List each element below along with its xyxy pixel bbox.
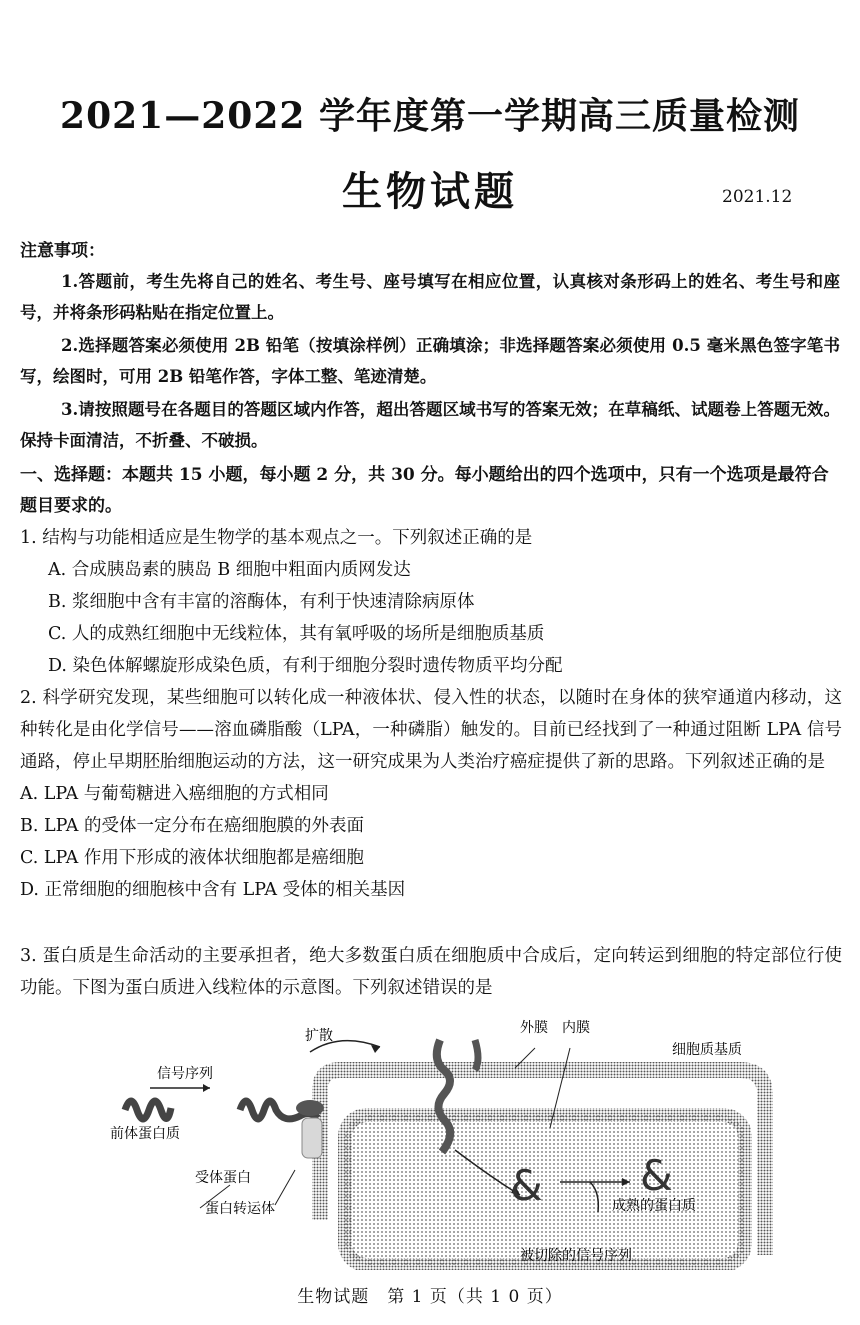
label-outer-membrane: 外膜 [520, 1020, 548, 1036]
label-mature-protein: 成熟的蛋白质 [612, 1198, 696, 1214]
question-stem: 1. 结构与功能相适应是生物学的基本观点之一。下列叙述正确的是 [20, 528, 533, 548]
notice-heading: 注意事项： [20, 241, 105, 261]
option-d: D. 染色体解螺旋形成染色质，有利于细胞分裂时遗传物质平均分配 [48, 656, 563, 676]
exam-title: 2021—2022 学年度第一学期高三质量检测 [60, 95, 800, 137]
option-a: A. LPA 与葡萄糖进入癌细胞的方式相同 [20, 784, 329, 804]
notice-item-1: 1.答题前，考生先将自己的姓名、考生号、座号填写在相应位置，认真核对条形码上的姓名、考生号和座号，并将条形码粘贴在指定位置上。 [20, 272, 840, 322]
label-cleaved-signal: 被切除的信号序列 [520, 1248, 632, 1264]
label-signal-sequence: 信号序列 [157, 1066, 213, 1082]
label-inner-membrane: 内膜 [562, 1020, 590, 1036]
signal-arrow-head [203, 1084, 210, 1092]
option-d: D. 正常细胞的细胞核中含有 LPA 受体的相关基因 [20, 880, 406, 900]
subject-title: 生物试题 [342, 168, 518, 215]
mature-protein-glyph: & [640, 1151, 673, 1200]
label-transporter-protein: 蛋白转运体 [205, 1201, 275, 1217]
option-c: C. LPA 作用下形成的液体状细胞都是癌细胞 [20, 848, 364, 868]
exam-date: 2021.12 [722, 187, 793, 207]
processed-protein-glyph: & [510, 1161, 543, 1210]
inner-membrane-shape [345, 1115, 745, 1265]
option-b: B. LPA 的受体一定分布在癌细胞膜的外表面 [20, 816, 364, 836]
question-1 [20, 522, 842, 682]
question-stem: 3. 蛋白质是生命活动的主要承担者，绝大多数蛋白质在细胞质中合成后，定向转运到细胞的特定部位行使功能。下图为蛋白质进入线粒体的示意图。下列叙述错误的是 [20, 946, 842, 998]
precursor-protein-shape [125, 1101, 171, 1119]
question-3 [20, 940, 842, 1004]
option-c: C. 人的成熟红细胞中无线粒体，其有氧呼吸的场所是细胞质基质 [48, 624, 545, 644]
option-a: A. 合成胰岛素的胰岛 B 细胞中粗面内质网发达 [48, 560, 411, 580]
option-b: B. 浆细胞中含有丰富的溶酶体，有利于快速清除病原体 [48, 592, 475, 612]
section-heading: 一、选择题：本题共 15 小题，每小题 2 分，共 30 分。每小题给出的四个选项中，只有一个选项是最符合题目要求的。 [20, 465, 829, 516]
label-matrix: 细胞质基质 [672, 1042, 742, 1058]
page-footer: 生物试题 第 1 页（共 1 0 页） [297, 1287, 563, 1307]
mitochondria-import-diagram [100, 1010, 790, 1270]
label-precursor-protein: 前体蛋白质 [110, 1126, 180, 1142]
label-receptor-protein: 受体蛋白 [195, 1170, 251, 1186]
question-2 [20, 682, 842, 906]
notice-item-2: 2.选择题答案必须使用 2B 铅笔（按填涂样例）正确填涂；非选择题答案必须使用 0.5 毫米黑色签字笔书写，绘图时，可用 2B 铅笔作答，字体工整、笔迹清楚。 [20, 336, 840, 386]
receptor-shape [296, 1100, 324, 1116]
question-stem: 2. 科学研究发现，某些细胞可以转化成一种液体状、侵入性的状态，以随时在身体的狭窄通道内移动，这种转化是由化学信号——溶血磷脂酸（LPA，一种磷脂）触发的。目前已经找到了一种通过阻断 LPA 信号通路，停止早期胚胎细胞运动的方法，这一研究成果为人类治疗癌症提供了新的思路。下列叙述正确的是 [20, 688, 842, 772]
notice-item-3: 3.请按照题号在各题目的答题区域内作答，超出答题区域书写的答案无效；在草稿纸、试题卷上答题无效。保持卡面清洁，不折叠、不破损。 [20, 400, 840, 450]
outer-channel-shape [475, 1040, 478, 1070]
transporter-leader [275, 1170, 295, 1205]
transporter-shape [302, 1118, 322, 1158]
label-diffusion: 扩散 [305, 1028, 333, 1044]
